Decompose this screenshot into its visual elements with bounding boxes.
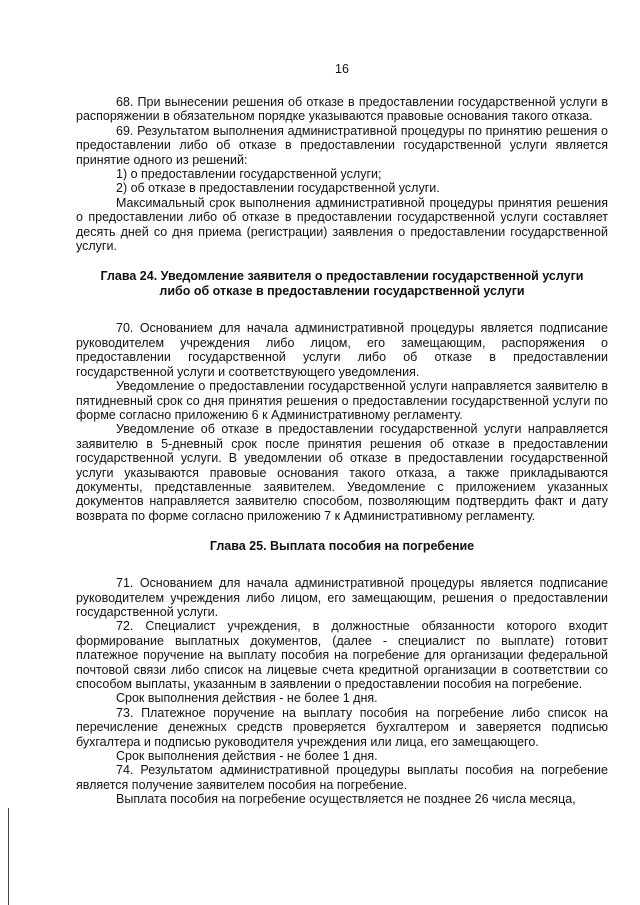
paragraph-73: 73. Платежное поручение на выплату пособия на погребение либо список на перечисление денежных средств проверяется бухгалтером и заверяется подписью бухгалтера и подписью руководителя учреждения или лица, его замещающего. [76,705,608,749]
paragraph-71: 71. Основанием для начала административной процедуры является подписание руководителем учреждения либо лицом, его замещающим, решения о предоставлении государственной услуги. [76,576,608,619]
paragraph-notice-refusal: Уведомление об отказе в предоставлении государственной услуги направляется заявителю в 5-дневный срок после принятия решения об отказе в предоставлении государственной услуги. В уведомлении об отказе в предоставлении государственной услуги указываются правовые основания такого отказа, а также прикладываются документы, представленные заявителем. Уведомление с приложением указанных документов направляется заявителю способом, позволяющим подтвердить факт и дату возврата по форме согласно приложению 7 к Административному регламенту. [76,422,608,523]
chapter-25-heading: Глава 25. Выплата пособия на погребение [209,539,475,554]
paragraph-notice-grant: Уведомление о предоставлении государственной услуги направляется заявителю в пятидневный срок со дня принятия решения о предоставлении государственной услуги по форме согласно приложению 6 к Административному регламенту. [76,379,608,422]
page-number: 16 [335,62,349,76]
paragraph-72: 72. Специалист учреждения, в должностные обязанности которого входит формирование выплатных документов, (далее - специалист по выплате) готовит платежное поручение на выплату пособия на погребение для организации федеральной почтовой связи либо список на лицевые счета кредитной организации в соответствии со способом выплаты, указанным в заявлении о предоставлении пособия на погребение. [76,619,608,691]
paragraph-68: 68. При вынесении решения об отказе в предоставлении государственной услуги в распоряжении в обязательном порядке указываются правовые основания такого отказа. [76,95,608,124]
section-paragraphs-1 [76,95,608,253]
section-paragraphs-2 [76,321,608,523]
paragraph-70: 70. Основанием для начала административной процедуры является подписание руководителем учреждения либо лицом, его замещающим, распоряжения о предоставлении государственной услуги либо об отказе в предоставлении государственной услуги и соответствующего уведомления. [76,321,608,379]
paragraph-69: 69. Результатом выполнения административной процедуры по принятию решения о предоставлении либо об отказе в предоставлении государственной услуги является принятие одного из решений: [76,123,608,167]
scan-edge-line [8,808,9,905]
paragraph-term-2: Срок выполнения действия - не более 1 дня. [116,749,378,764]
list-item-1: 1) о предоставлении государственной услуги; [116,167,382,182]
paragraph-payment: Выплата пособия на погребение осуществляется не позднее 26 числа месяца, [116,792,576,807]
paragraph-term-1: Срок выполнения действия - не более 1 дня. [116,691,378,706]
chapter-24-heading-line-1: Глава 24. Уведомление заявителя о предоставлении государственной услуги [100,269,584,284]
section-paragraphs-3 [76,576,608,807]
list-item-2: 2) об отказе в предоставлении государственной услуги. [116,181,440,196]
paragraph-74: 74. Результатом административной процедуры выплаты пособия на погребение является получение заявителем пособия на погребение. [76,763,608,792]
paragraph-max-term: Максимальный срок выполнения административной процедуры принятия решения о предоставлении либо об отказе в предоставлении государственной услуги составляет десять дней со дня приема (регистрации) заявления о предоставлении государственной услуги. [76,195,608,254]
chapter-24-heading-line-2: либо об отказе в предоставлении государственной услуги [159,284,525,299]
